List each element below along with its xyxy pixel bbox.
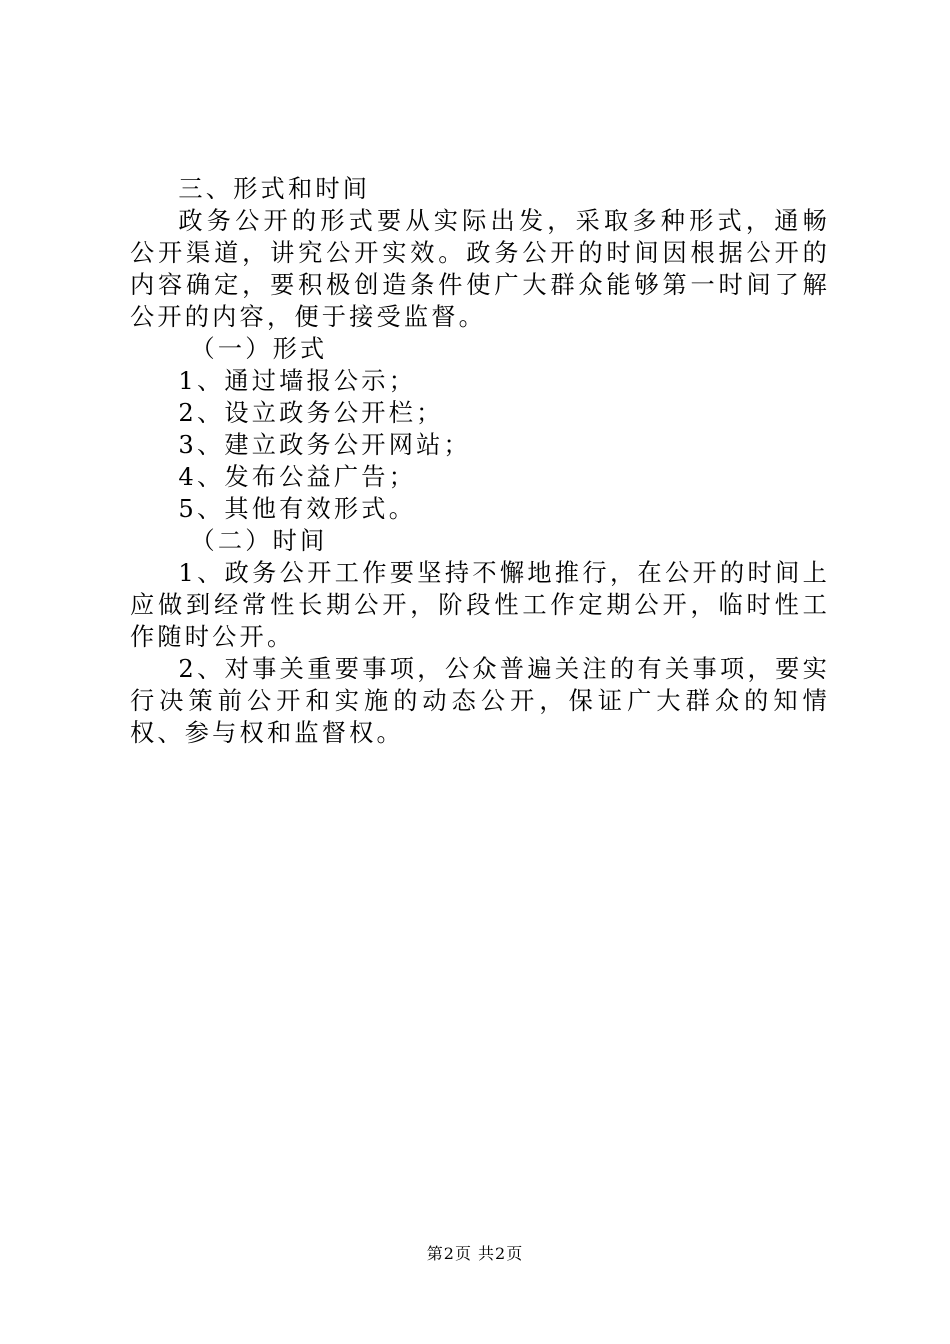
list-item-time-2: 2、对事关重要事项，公众普遍关注的有关事项，要实行决策前公开和实施的动态公开，保证广大群众的知情权、参与权和监督权。 (130, 655, 830, 747)
list-item-form-4: 4、发布公益广告； (178, 463, 417, 491)
page-number-footer: 第2页 共2页 (426, 1244, 524, 1263)
list-item-form-2: 2、设立政务公开栏； (178, 399, 444, 427)
subheading-time: （二）时间 (190, 527, 328, 555)
list-item-time-1: 1、政务公开工作要坚持不懈地推行，在公开的时间上应做到经常性长期公开，阶段性工作定期公开，临时性工作随时公开。 (130, 559, 830, 651)
document-body (130, 173, 830, 749)
list-item-form-1: 1、通过墙报公示； (178, 367, 417, 395)
list-item-form-5: 5、其他有效形式。 (178, 495, 417, 523)
subheading-form: （一）形式 (190, 335, 328, 363)
section-heading-form-and-time: 三、形式和时间 (178, 175, 371, 203)
paragraph-intro: 政务公开的形式要从实际出发，采取多种形式，通畅公开渠道，讲究公开实效。政务公开的时间因根据公开的内容确定，要积极创造条件使广大群众能够第一时间了解公开的内容，便于接受监督。 (130, 207, 830, 331)
list-item-form-3: 3、建立政务公开网站； (178, 431, 471, 459)
